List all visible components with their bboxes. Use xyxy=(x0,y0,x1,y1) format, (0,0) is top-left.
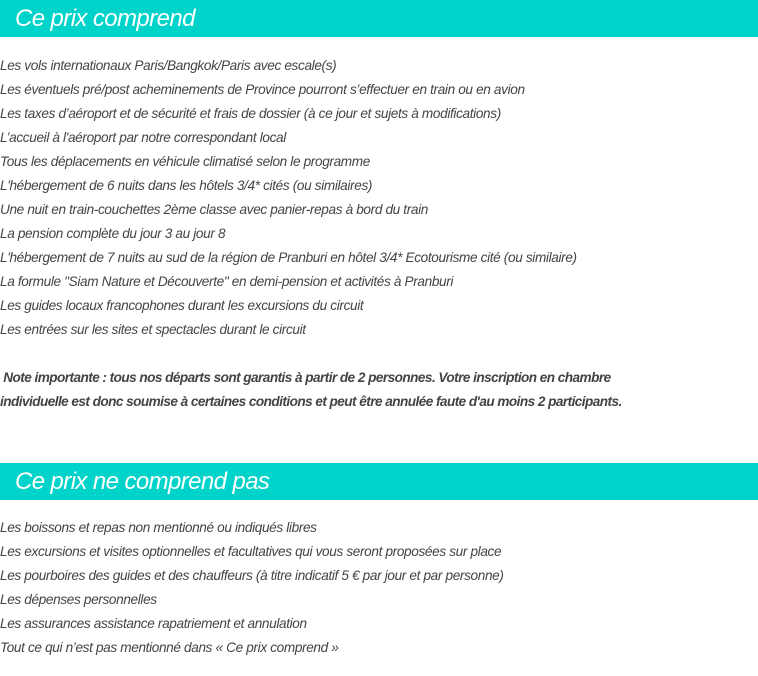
note-line-2: individuelle est donc soumise à certaines conditions et peut être annulée faute d'au moins 2 participants. xyxy=(0,394,622,409)
list-item: L'hébergement de 6 nuits dans les hôtels 3/4* cités (ou similaires) xyxy=(0,178,373,193)
excluded-list xyxy=(0,516,504,660)
list-item: Les guides locaux francophones durant les excursions du circuit xyxy=(0,298,364,313)
list-item: Les dépenses personnelles xyxy=(0,592,157,607)
included-section-header xyxy=(0,0,758,37)
list-item: Les assurances assistance rapatriement et annulation xyxy=(0,616,307,631)
list-item: L'hébergement de 7 nuits au sud de la région de Pranburi en hôtel 3/4* Ecotourisme cité (ou similaire) xyxy=(0,250,577,265)
list-item: Tout ce qui n’est pas mentionné dans « Ce prix comprend » xyxy=(0,640,339,655)
list-item: Les pourboires des guides et des chauffeurs (à titre indicatif 5 € par jour et par personne) xyxy=(0,568,504,583)
note-line-1: Note importante : tous nos départs sont garantis à partir de 2 personnes. Votre inscription en chambre xyxy=(0,370,611,385)
list-item: L’accueil à l'aéroport par notre correspondant local xyxy=(0,130,286,145)
included-title: Ce prix comprend xyxy=(15,5,195,32)
list-item: Tous les déplacements en véhicule climatisé selon le programme xyxy=(0,154,370,169)
excluded-title: Ce prix ne comprend pas xyxy=(15,468,270,495)
important-note xyxy=(0,366,758,414)
list-item: Une nuit en train-couchettes 2ème classe avec panier-repas à bord du train xyxy=(0,202,428,217)
list-item: Les excursions et visites optionnelles et facultatives qui vous seront proposées sur place xyxy=(0,544,502,559)
included-list xyxy=(0,54,577,342)
list-item: La pension complète du jour 3 au jour 8 xyxy=(0,226,226,241)
list-item: Les boissons et repas non mentionné ou indiqués libres xyxy=(0,520,317,535)
list-item: Les éventuels pré/post acheminements de Province pourront s’effectuer en train ou en avion xyxy=(0,82,525,97)
list-item: Les vols internationaux Paris/Bangkok/Paris avec escale(s) xyxy=(0,58,337,73)
list-item: Les taxes d’aéroport et de sécurité et frais de dossier (à ce jour et sujets à modifications) xyxy=(0,106,501,121)
list-item: La formule "Siam Nature et Découverte" en demi-pension et activités à Pranburi xyxy=(0,274,454,289)
excluded-section-header xyxy=(0,463,758,500)
list-item: Les entrées sur les sites et spectacles durant le circuit xyxy=(0,322,306,337)
